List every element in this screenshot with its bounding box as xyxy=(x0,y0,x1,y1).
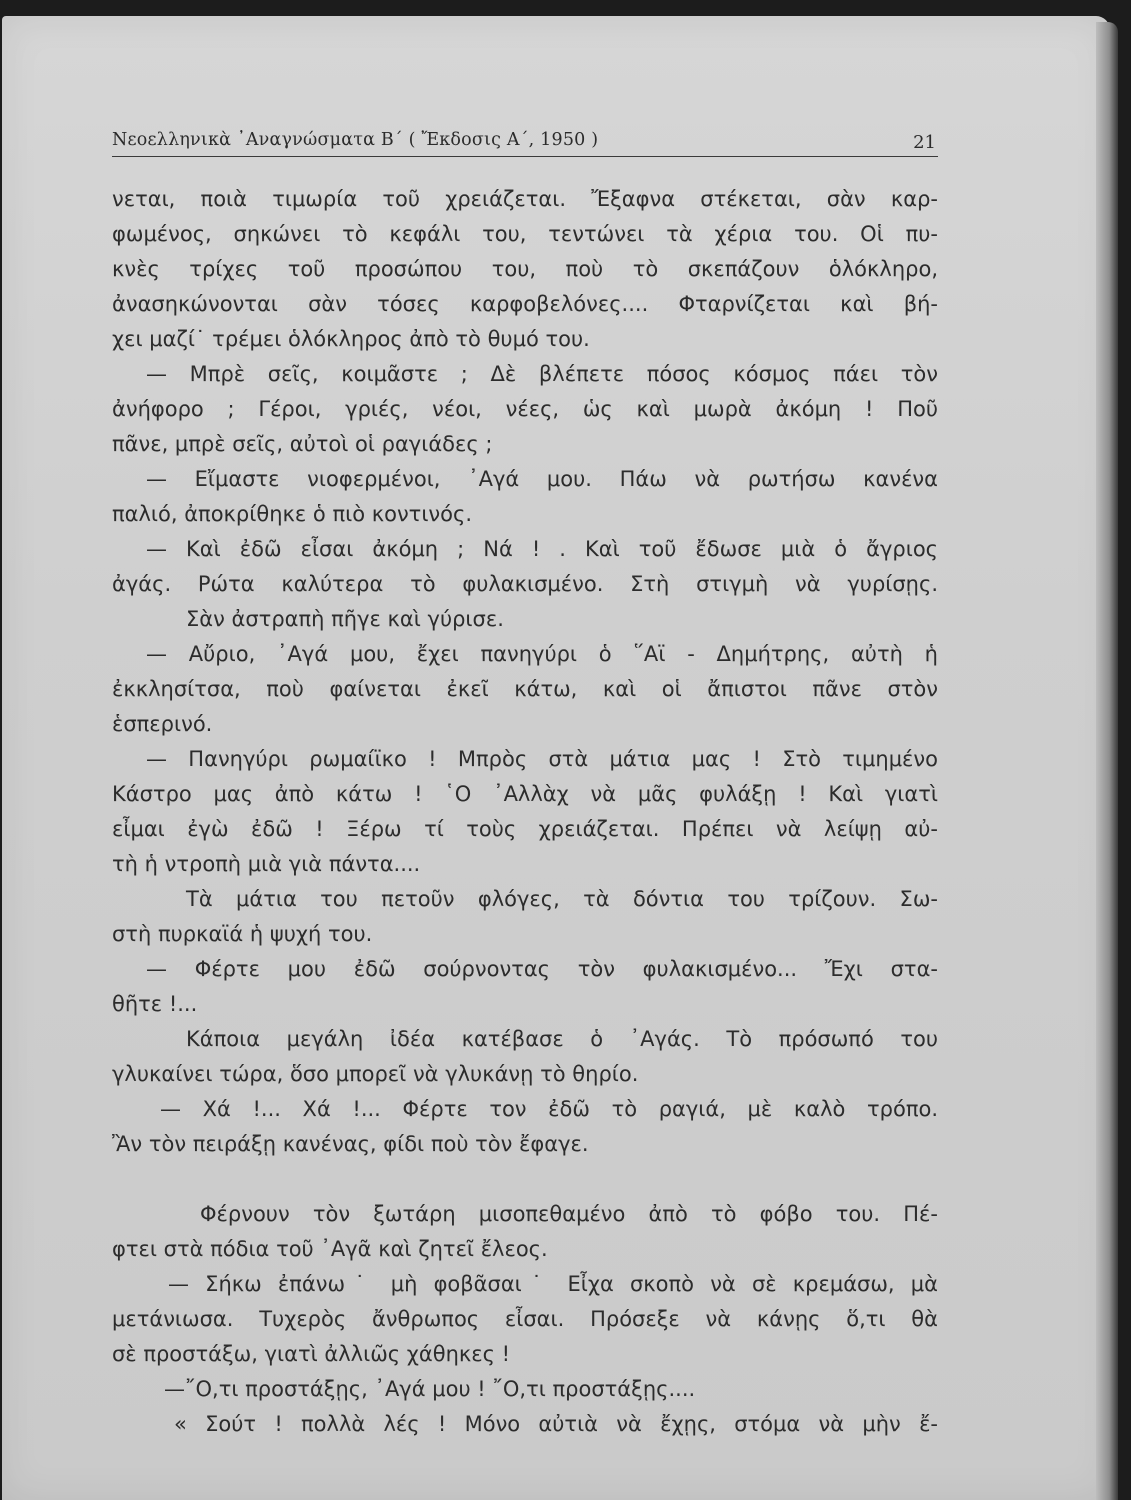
text-line: — Πανηγύρι ρωμαίϊκο ! Μπρὸς στὰ μάτια μας ! Στὸ τιμημένο xyxy=(146,747,938,771)
text-line: — Φέρτε μου ἐδῶ σούρνοντας τὸν φυλακισμένο... Ἔχι στα- xyxy=(146,957,938,981)
text-line: τὴ ἡ ντροπὴ μιὰ γιὰ πάντα.... xyxy=(112,852,421,876)
page-number: 21 xyxy=(913,132,936,153)
text-line: παλιό, ἀποκρίθηκε ὁ πιὸ κοντινός. xyxy=(112,502,473,526)
text-line: « Σούτ ! πολλὰ λές ! Μόνο αὐτιὰ νὰ ἔχῃς, στόμα νὰ μὴν ἔ- xyxy=(174,1412,938,1436)
text-line: Φέρνουν τὸν ξωτάρη μισοπεθαμένο ἀπὸ τὸ φόβο του. Πέ- xyxy=(200,1202,938,1226)
text-line: —῎Ο,τι προστάξῃς, ᾿Αγά μου ! ῎Ο,τι προστάξῃς.... xyxy=(164,1377,696,1401)
page-edge xyxy=(1096,22,1118,1500)
text-line: σὲ προστάξω, γιατὶ ἀλλιῶς χάθηκες ! xyxy=(112,1342,511,1366)
text-line: Σὰν ἀστραπὴ πῆγε καὶ γύρισε. xyxy=(186,607,504,631)
text-line: ἑσπερινό. xyxy=(112,712,213,736)
text-line: — Καὶ ἐδῶ εἶσαι ἀκόμη ; Νά ! . Καὶ τοῦ ἔδωσε μιὰ ὁ ἄγριος xyxy=(146,537,938,561)
text-line: Τὰ μάτια του πετοῦν φλόγες, τὰ δόντια του τρίζουν. Σω- xyxy=(186,887,938,911)
header-title: Νεοελληνικὰ ᾿Αναγνώσματα Β΄ ( Ἔκδοσις Α΄, 1950 ) xyxy=(112,130,599,150)
text-line: Κάποια μεγάλη ἰδέα κατέβασε ὁ ᾿Αγάς. Τὸ πρόσωπό του xyxy=(186,1027,938,1051)
text-line: — Αὔριο, ᾿Αγά μου, ἔχει πανηγύρι ὁ ῞Αϊ - Δημήτρης, αὐτὴ ἡ xyxy=(146,642,938,666)
text-line: φωμένος, σηκώνει τὸ κεφάλι του, τεντώνει τὰ χέρια του. Οἱ πυ- xyxy=(112,222,938,246)
text-line: Κάστρο μας ἀπὸ κάτω ! ῾Ο ᾿Αλλὰχ νὰ μᾶς φυλάξῃ ! Καὶ γιατὶ xyxy=(112,782,938,806)
text-line: χει μαζί˙ τρέμει ὁλόκληρος ἀπὸ τὸ θυμό του. xyxy=(112,327,590,351)
text-line: γλυκαίνει τώρα, ὅσο μπορεῖ νὰ γλυκάνῃ τὸ θηρίο. xyxy=(112,1062,639,1086)
text-line: στὴ πυρκαϊά ἡ ψυχή του. xyxy=(112,922,373,946)
text-line: — Μπρὲ σεῖς, κοιμᾶστε ; Δὲ βλέπετε πόσος κόσμος πάει τὸν xyxy=(146,362,938,386)
text-line: εἶμαι ἐγὼ ἐδῶ ! Ξέρω τί τοὺς χρειάζεται. Πρέπει νὰ λείψῃ αὐ- xyxy=(112,817,938,841)
text-line: πᾶνε, μπρὲ σεῖς, αὐτοὶ οἱ ραγιάδες ; xyxy=(112,432,493,456)
text-line: ἀνασηκώνονται σὰν τόσες καρφοβελόνες.... Φταρνίζεται καὶ βή- xyxy=(112,292,938,316)
text-line: Ἂν τὸν πειράξῃ κανένας, φίδι ποὺ τὸν ἔφαγε. xyxy=(112,1132,589,1156)
text-line: ἀνήφορο ; Γέροι, γριές, νέοι, νέες, ὡς καὶ μωρὰ ἀκόμη ! Ποῦ xyxy=(112,397,938,421)
text-line: — Σήκω ἐπάνω˙ μὴ φοβᾶσαι˙ Εἶχα σκοπὸ νὰ σὲ κρεμάσω, μὰ xyxy=(168,1272,938,1296)
text-line: ἐκκλησίτσα, ποὺ φαίνεται ἐκεῖ κάτω, καὶ οἱ ἄπιστοι πᾶνε στὸν xyxy=(112,677,938,701)
text-line: νεται, ποιὰ τιμωρία τοῦ χρειάζεται. Ἔξαφνα στέκεται, σὰν καρ- xyxy=(112,187,938,211)
text-line: μετάνιωσα. Τυχερὸς ἄνθρωπος εἶσαι. Πρόσεξε νὰ κάνῃς ὅ,τι θὰ xyxy=(112,1307,938,1331)
text-line: — Χά !... Χά !... Φέρτε τον ἐδῶ τὸ ραγιά, μὲ καλὸ τρόπο. xyxy=(160,1097,938,1121)
text-line: φτει στὰ πόδια τοῦ ᾿Αγᾶ καὶ ζητεῖ ἔλεος. xyxy=(112,1237,548,1261)
text-line: — Εἴμαστε νιοφερμένοι, ᾿Αγά μου. Πάω νὰ ρωτήσω κανένα xyxy=(146,467,938,491)
running-header xyxy=(112,126,938,157)
text-line: θῆτε !... xyxy=(112,992,198,1016)
text-line: ἀγάς. Ρώτα καλύτερα τὸ φυλακισμένο. Στὴ στιγμὴ νὰ γυρίσῃς. xyxy=(112,572,938,596)
text-line: κνὲς τρίχες τοῦ προσώπου του, ποὺ τὸ σκεπάζουν ὁλόκληρο, xyxy=(112,257,938,281)
